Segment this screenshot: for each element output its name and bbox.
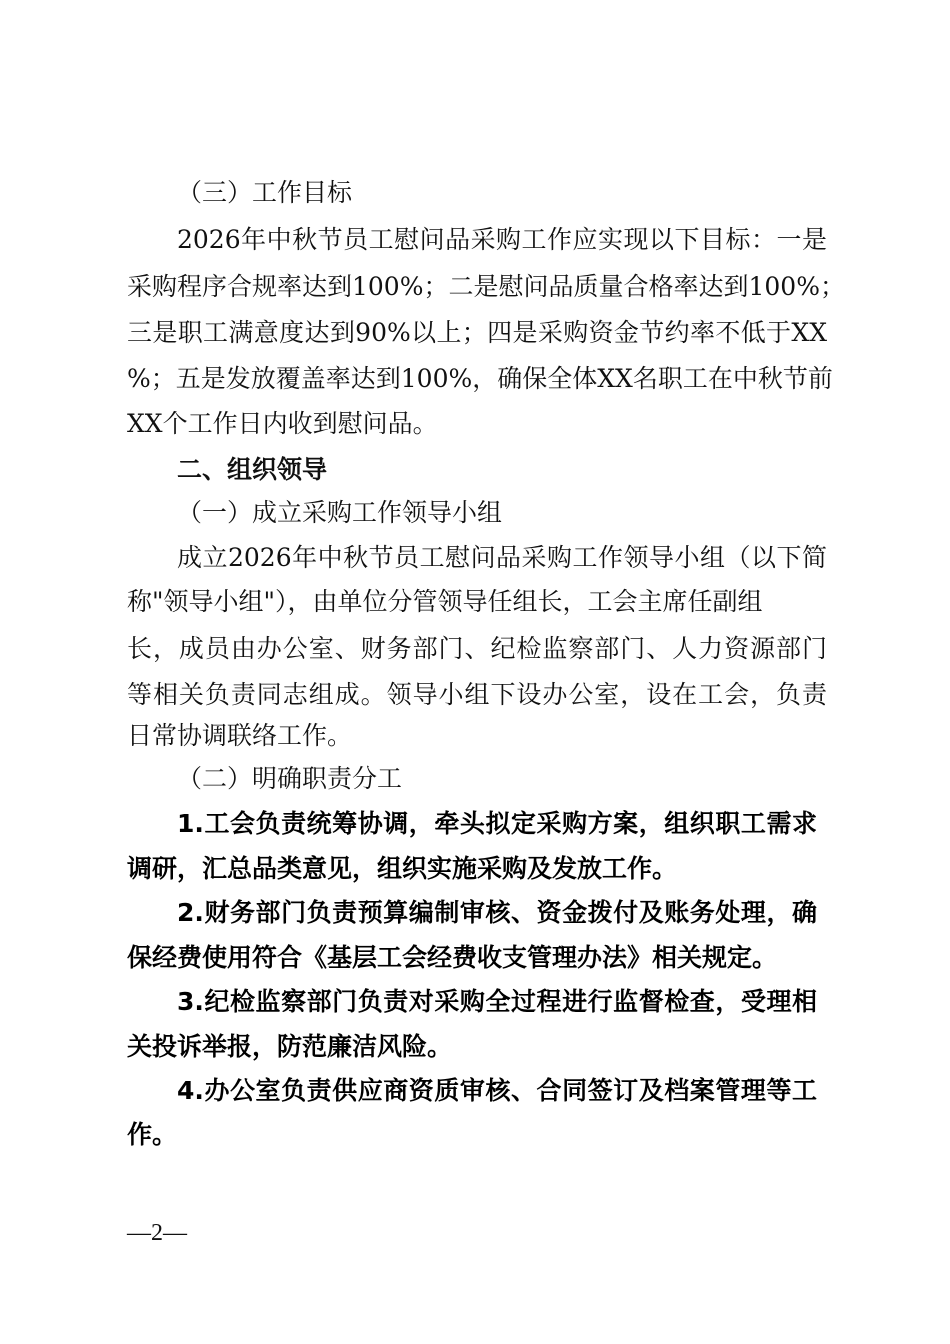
duty-item-line: 保经费使用符合《基层工会经费收支管理办法》相关规定。 — [127, 943, 778, 972]
paragraph-line: %；五是发放覆盖率达到100%，确保全体XX名职工在中秋节前 — [127, 364, 833, 393]
duty-item-line: 2.财务部门负责预算编制审核、资金拨付及账务处理，确 — [177, 898, 817, 927]
duty-item-line: 3.纪检监察部门负责对采购全过程进行监督检查，受理相 — [177, 987, 817, 1016]
section-heading-goals: （三）工作目标 — [177, 178, 353, 207]
subsection-heading-leading-group: （一）成立采购工作领导小组 — [177, 498, 503, 527]
paragraph-line: 长，成员由办公室、财务部门、纪检监察部门、人力资源部门 — [127, 634, 827, 663]
duty-item-line: 4.办公室负责供应商资质审核、合同签订及档案管理等工 — [177, 1076, 817, 1105]
duty-item-line: 作。 — [127, 1120, 178, 1149]
part-heading-organization: 二、组织领导 — [177, 455, 328, 484]
paragraph-line: 采购程序合规率达到100%；二是慰问品质量合格率达到100%； — [127, 272, 845, 301]
paragraph-line: 三是职工满意度达到90%以上；四是采购资金节约率不低于XX — [127, 318, 827, 347]
duty-item-line: 1.工会负责统筹协调，牵头拟定采购方案，组织职工需求 — [177, 809, 817, 838]
page-number: —2— — [127, 1220, 187, 1246]
paragraph-line: 2026年中秋节员工慰问品采购工作应实现以下目标：一是 — [177, 225, 827, 254]
duty-item-line: 调研，汇总品类意见，组织实施采购及发放工作。 — [127, 854, 678, 883]
paragraph-line: 等相关负责同志组成。领导小组下设办公室，设在工会，负责 — [127, 680, 827, 709]
paragraph-line: 成立2026年中秋节员工慰问品采购工作领导小组（以下简 — [177, 543, 827, 572]
subsection-heading-duties: （二）明确职责分工 — [177, 764, 403, 793]
paragraph-line: 日常协调联络工作。 — [127, 721, 353, 750]
paragraph-line: XX个工作日内收到慰问品。 — [127, 409, 438, 438]
paragraph-line: 称"领导小组"），由单位分管领导任组长，工会主席任副组 — [127, 587, 763, 616]
duty-item-line: 关投诉举报，防范廉洁风险。 — [127, 1032, 453, 1061]
